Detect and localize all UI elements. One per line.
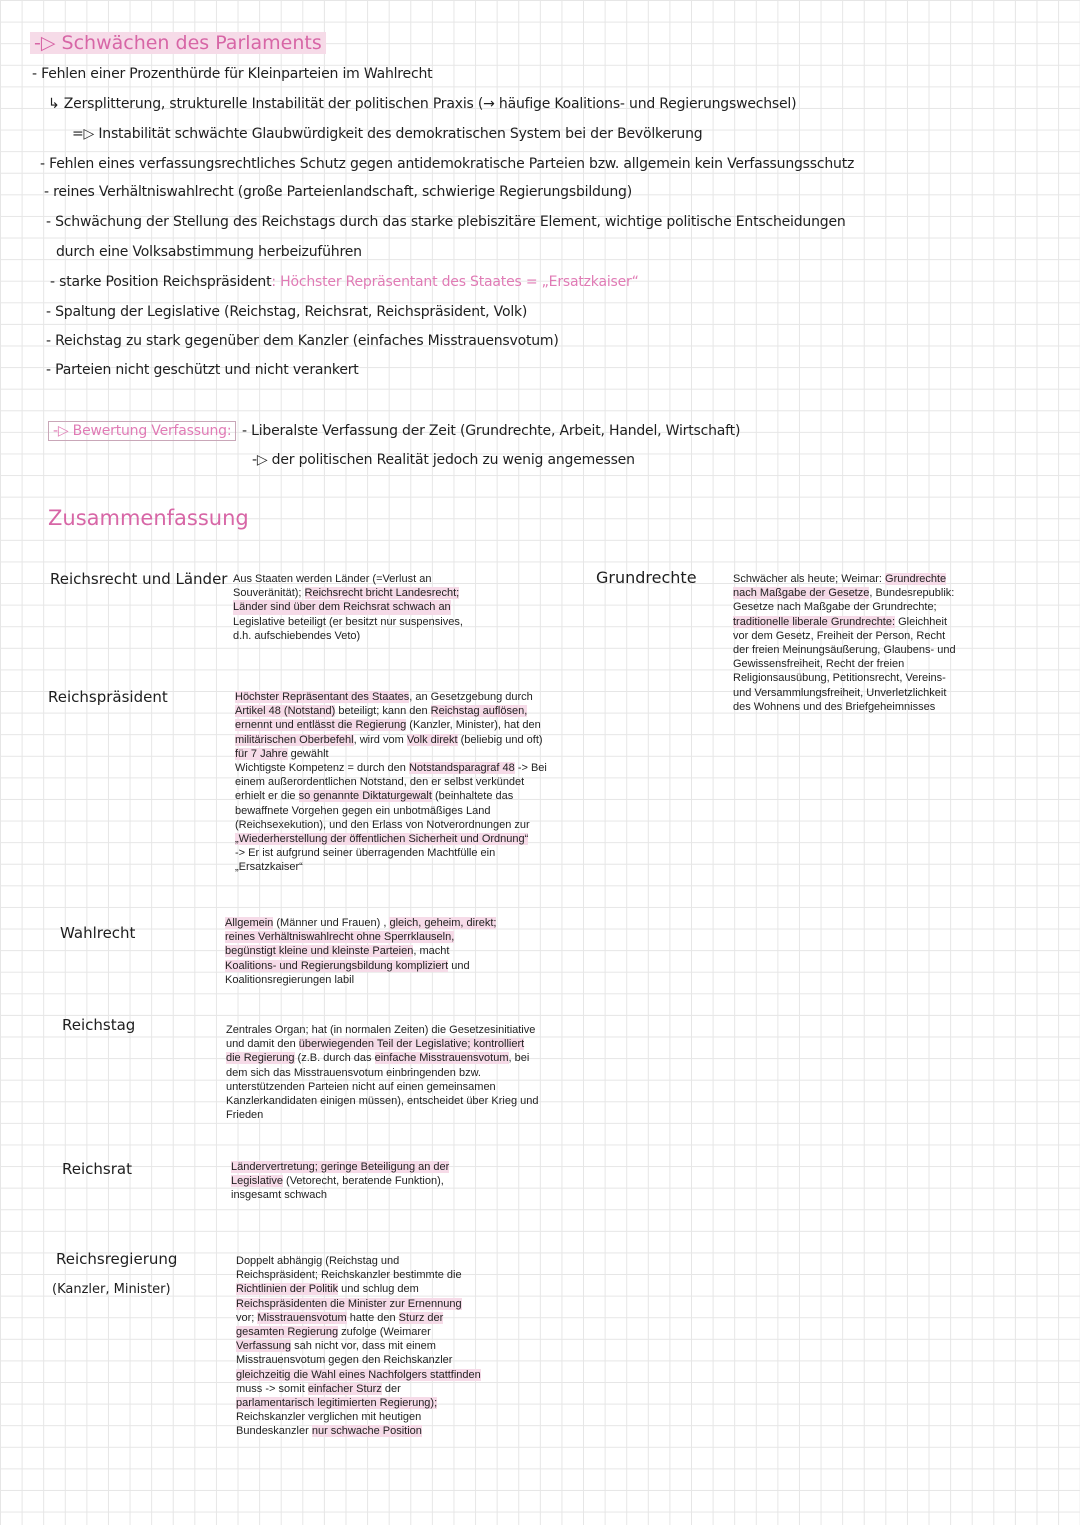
text-line: der freien Meinungsäußerung, Glaubens- und (733, 644, 956, 657)
text-line: Legislative beteiligt (er besitzt nur suspensives, (233, 615, 463, 628)
president-line-prefix: - starke Position Reichspräsident (50, 274, 272, 290)
label-reichspraesident: Reichspräsident (48, 688, 168, 706)
text-span: nur schwache Position (311, 1425, 422, 1438)
evaluation-label: -▷ Bewertung Verfassung: (48, 421, 236, 441)
text-span: Wichtigste Kompetenz = durch den (235, 762, 409, 775)
label-reichsrat: Reichsrat (62, 1160, 132, 1178)
text-span: reines Verhältniswahlrecht ohne Sperrklauseln, (225, 931, 455, 944)
text-line (236, 1311, 536, 1325)
text-span: Koalitions- und Regierungsbildung kompliziert (225, 959, 449, 972)
text-span: und (448, 959, 470, 972)
text-line: Frieden (226, 1109, 264, 1122)
text-line (235, 718, 595, 732)
text-span: -> Bei (514, 762, 547, 775)
text-span: , wird vom (353, 733, 407, 746)
text-line (235, 733, 595, 747)
text-line: Gewissensfreiheit, Recht der freien (733, 658, 905, 671)
text-span: die Regierung (226, 1052, 295, 1065)
text-span: Bundeskanzler (236, 1425, 312, 1438)
text-span: Legislative (231, 1175, 283, 1188)
text-span: Reichstag auflösen, (430, 705, 528, 718)
text-line: Länder sind über dem Reichsrat schwach an (233, 601, 451, 614)
text-span: gesamten Regierung (236, 1326, 339, 1339)
text-reichsrecht (233, 572, 523, 643)
weakness2-line-1: - Spaltung der Legislative (Reichstag, Reichsrat, Reichspräsident, Volk) (46, 304, 528, 320)
text-line: Doppelt abhängig (Reichstag und (236, 1255, 400, 1267)
weakness-line-1: - Fehlen einer Prozenthürde für Kleinparteien im Wahlrecht (32, 66, 433, 82)
text-span: Souveränität); (233, 587, 305, 600)
text-span: zufolge (Weimarer (338, 1326, 431, 1339)
text-span: Reichsrecht bricht Landesrecht; (304, 587, 460, 600)
text-line (236, 1368, 536, 1382)
text-line: bewaffnete Vorgehen gegen ein unbotmäßiges Land (235, 804, 491, 817)
text-line: Kanzlerkandidaten einigen müssen), entscheidet über Krieg und (226, 1095, 539, 1108)
label-reichstag: Reichstag (62, 1016, 136, 1034)
text-line (235, 747, 595, 761)
arrow-icon: -▷ (34, 32, 56, 54)
text-span: (beliebig und oft) (457, 733, 543, 746)
text-span: und damit den (226, 1038, 299, 1051)
text-line: Gesetze nach Maßgabe der Grundrechte; (733, 601, 937, 614)
text-reichsrat (231, 1160, 531, 1203)
text-span: Richtlinien der Politik (236, 1283, 339, 1296)
text-span: muss -> somit (236, 1382, 308, 1395)
text-span: parlamentarisch legitimierten Regierung); (236, 1397, 438, 1410)
summary-title: Zusammenfassung (48, 506, 249, 530)
text-span: Volk direkt (406, 733, 458, 746)
text-span: gleichzeitig die Wahl eines Nachfolgers stattfinden (236, 1368, 481, 1381)
text-line (733, 615, 1033, 629)
text-span: so genannte Diktaturgewalt (298, 790, 432, 803)
text-line (226, 1037, 586, 1051)
label-wahlrecht: Wahlrecht (60, 924, 136, 942)
text-span: ernennt und entlässt die Regierung (235, 719, 407, 732)
text-line (235, 690, 595, 704)
weakness2-line-3: - Parteien nicht geschützt und nicht verankert (46, 362, 359, 378)
text-line: d.h. aufschiebendes Veto) (233, 629, 361, 642)
text-span: , macht (413, 945, 450, 958)
label-reichsregierung-sub: (Kanzler, Minister) (52, 1282, 171, 1297)
text-line: -> Er ist aufgrund seiner überragenden Machtfülle ein (235, 847, 496, 860)
text-line (733, 586, 1033, 600)
text-line: Aus Staaten werden Länder (=Verlust an (233, 573, 432, 585)
text-line (235, 832, 595, 846)
text-span: , an Gesetzgebung durch (409, 691, 533, 703)
text-line (225, 944, 545, 958)
text-span: der (381, 1382, 401, 1395)
text-span: „Wiederherstellung der öffentlichen Sicherheit und Ordnung“ (235, 833, 529, 846)
label-reichsregierung: Reichsregierung (56, 1250, 178, 1268)
evaluation-line-2: -▷ der politischen Realität jedoch zu wenig angemessen (252, 452, 635, 468)
text-span: , Bundesrepublik: (869, 587, 955, 600)
text-span: Gleichheit (895, 615, 948, 628)
text-reichsregierung (236, 1254, 536, 1439)
text-span: Misstrauensvotum (257, 1311, 347, 1324)
text-line: insgesamt schwach (231, 1189, 327, 1202)
text-line (231, 1160, 531, 1174)
text-span: erhielt er die (235, 790, 299, 803)
text-span: , bei (508, 1052, 530, 1065)
text-span: Grundrechte (885, 573, 947, 585)
text-span: vor; (236, 1311, 258, 1324)
text-line: Misstrauensvotum gegen den Reichskanzler (236, 1354, 453, 1367)
text-line: „Ersatzkaiser“ (235, 861, 303, 874)
weakness-line-4: - Fehlen eines verfassungsrechtliches Schutz gegen antidemokratische Parteien bzw. allgemein kein Verfassungsschutz (40, 156, 855, 172)
text-span: (z.B. durch das (294, 1052, 375, 1065)
text-line (226, 1051, 586, 1065)
text-span: (Männer und Frauen) , (273, 917, 390, 929)
weakness-line-3: =▷ Instabilität schwächte Glaubwürdigkeit des demokratischen System bei der Bevölkerung (72, 126, 703, 142)
text-span: (beinhaltete das (431, 790, 514, 803)
text-span: hatte den (346, 1311, 399, 1324)
text-line: dem sich das Misstrauensvotum einbringenden bzw. (226, 1066, 481, 1079)
text-line (225, 916, 545, 930)
text-span: Sturz der (398, 1311, 444, 1324)
text-line: unterstützenden Parteien nicht auf einen gemeinsamen (226, 1080, 496, 1093)
text-line (236, 1325, 536, 1339)
president-line (50, 274, 639, 290)
text-span: (Kanzler, Minister), hat den (406, 719, 541, 732)
text-line: des Wohnens und des Briefgeheimnisses (733, 700, 936, 713)
text-line (235, 704, 595, 718)
text-span: begünstigt kleine und kleinste Parteien (225, 945, 414, 958)
text-line: Reichskanzler verglichen mit heutigen (236, 1411, 422, 1424)
text-span: Schwächer als heute; Weimar: (733, 573, 886, 585)
text-line: vor dem Gesetz, Freiheit der Person, Recht (733, 629, 946, 642)
text-line (236, 1396, 536, 1410)
text-span: militärischen Oberbefehl (235, 733, 354, 746)
text-line (231, 1174, 531, 1188)
text-span: nach Maßgabe der Gesetze (733, 587, 870, 600)
text-line (733, 572, 1033, 586)
text-span: Notstandsparagraf 48 (408, 762, 515, 775)
text-line (233, 586, 523, 600)
weakness-line-7: durch eine Volksabstimmung herbeizuführen (56, 244, 362, 260)
text-span: überwiegenden Teil der Legislative; kontrolliert (298, 1038, 525, 1051)
text-line (236, 1282, 536, 1296)
weakness2-line-2: - Reichstag zu stark gegenüber dem Kanzler (einfaches Misstrauensvotum) (46, 333, 559, 349)
text-line (235, 789, 595, 803)
weakness-line-6: - Schwächung der Stellung des Reichstags durch das starke plebiszitäre Element, wichtige politische Entscheidungen (46, 214, 846, 230)
text-span: gewählt (287, 747, 329, 760)
text-span: einfacher Sturz (307, 1382, 382, 1395)
text-line: Reichspräsident; Reichskanzler bestimmte die (236, 1269, 462, 1282)
evaluation-line-1: - Liberalste Verfassung der Zeit (Grundrechte, Arbeit, Handel, Wirtschaft) (242, 423, 741, 439)
text-span: und schlug dem (338, 1283, 419, 1296)
text-line (225, 959, 545, 973)
text-line: einem außerordentlichen Notstand, den er selbst verkündet (235, 776, 525, 789)
text-span: sah nicht vor, dass mit einem (291, 1340, 436, 1353)
text-line (236, 1424, 536, 1438)
text-line: und Versammlungsfreiheit, Unverletzlichkeit (733, 686, 947, 699)
text-span: Artikel 48 (Notstand) (235, 705, 336, 718)
text-grundrechte (733, 572, 1033, 714)
text-line: Religionsausübung, Petitionsrecht, Vereins- (733, 672, 946, 685)
text-line (236, 1297, 536, 1311)
label-grundrechte: Grundrechte (596, 568, 697, 587)
text-line (225, 930, 545, 944)
text-span: Verfassung (236, 1340, 292, 1353)
text-line (236, 1382, 536, 1396)
text-line (236, 1339, 536, 1353)
text-span: Höchster Repräsentant des Staates (235, 691, 410, 703)
text-reichspraesident (235, 690, 595, 875)
text-span: (Vetorecht, beratende Funktion), (282, 1175, 444, 1188)
text-line (235, 761, 595, 775)
text-wahlrecht (225, 916, 545, 987)
label-reichsrecht: Reichsrecht und Länder (50, 570, 228, 588)
text-line: Zentrales Organ; hat (in normalen Zeiten) die Gesetzesinitiative (226, 1024, 536, 1036)
weakness-line-5: - reines Verhältniswahlrecht (große Parteienlandschaft, schwierige Regierungsbildung) (44, 184, 633, 200)
text-span: traditionelle liberale Grundrechte: (733, 615, 896, 628)
text-line: Koalitionsregierungen labil (225, 973, 355, 986)
text-span: für 7 Jahre (235, 747, 288, 760)
section-title-text: Schwächen des Parlaments (61, 32, 322, 54)
text-span: einfache Misstrauensvotum (374, 1052, 509, 1065)
text-span: Reichspräsidenten die Minister zur Ernennung (236, 1297, 462, 1310)
president-line-rest: : Höchster Repräsentant des Staates = „Ersatzkaiser“ (271, 274, 639, 290)
text-line: (Reichsexekution), und den Erlass von Notverordnungen zur (235, 818, 530, 831)
section-title (30, 32, 326, 54)
text-reichstag (226, 1023, 586, 1122)
text-span: Ländervertretung; geringe Beteiligung an der (231, 1161, 450, 1173)
text-span: Allgemein (225, 917, 274, 929)
weakness-line-2: ↳ Zersplitterung, strukturelle Instabilität der politischen Praxis (→ häufige Koalitions- und Regierungswechsel) (48, 96, 797, 112)
text-span: beteiligt; kann den (335, 705, 431, 718)
text-span: gleich, geheim, direkt; (389, 917, 497, 929)
